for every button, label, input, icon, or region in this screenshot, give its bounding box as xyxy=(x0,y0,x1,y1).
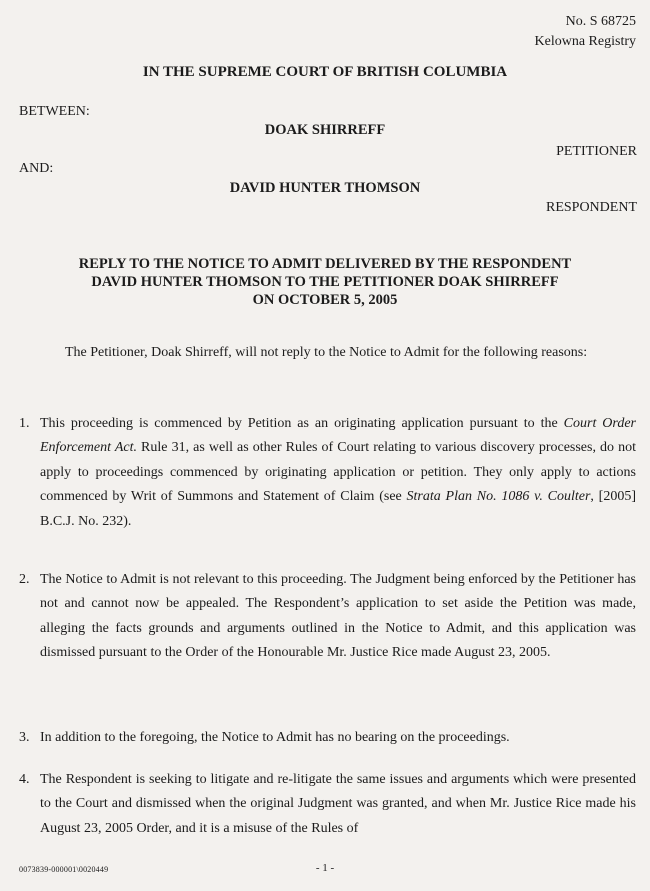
respondent-name: DAVID HUNTER THOMSON xyxy=(229,180,421,196)
paragraph-number: 2. xyxy=(19,572,30,587)
paragraph-number: 3. xyxy=(19,730,30,745)
numbered-paragraph xyxy=(19,768,636,841)
page-number: - 1 - xyxy=(315,862,335,874)
statute-citation: Court Order Enforcement Act. xyxy=(40,416,636,456)
text-run: , [2005] B.C.J. No. 232). xyxy=(40,489,636,529)
document-title-line: REPLY TO THE NOTICE TO ADMIT DELIVERED BY THE RESPONDENT xyxy=(78,256,572,272)
document-title-line: DAVID HUNTER THOMSON TO THE PETITIONER DOAK SHIRREFF xyxy=(91,274,559,290)
paragraph-text: The Respondent is seeking to litigate and re-litigate the same issues and arguments which were presented to the Court and dismissed when the original Judgment was granted, and when Mr. Justice Rice made his August 23, 2005 Order, and it is a misuse of the Rules of xyxy=(40,772,636,836)
registry: Kelowna Registry xyxy=(534,34,636,49)
petitioner-name: DOAK SHIRREFF xyxy=(264,122,386,138)
paragraph-number: 1. xyxy=(19,416,30,431)
file-number: No. S 68725 xyxy=(565,14,636,29)
respondent-role: RESPONDENT xyxy=(545,200,637,215)
text-run: This proceeding is commenced by Petition as an originating application pursuant to the xyxy=(40,416,564,431)
court-title: IN THE SUPREME COURT OF BRITISH COLUMBIA xyxy=(142,64,508,80)
paragraph-number: 4. xyxy=(19,772,30,787)
numbered-paragraph xyxy=(19,412,636,534)
document-title-line: ON OCTOBER 5, 2005 xyxy=(252,292,398,308)
paragraph-text: The Notice to Admit is not relevant to this proceeding. The Judgment being enforced by the Petitioner has not and cannot now be appealed. The Respondent’s application to set aside the Petition was made, alleging the facts grounds and arguments outlined in the Notice to Admit, and this application was dismissed pursuant to the Order of the Honourable Mr. Justice Rice made August 23, 2005. xyxy=(40,572,636,661)
footer-document-code: 0073839-000001\0020449 xyxy=(19,865,109,874)
numbered-paragraph xyxy=(19,726,636,750)
petitioner-role: PETITIONER xyxy=(556,144,637,159)
between-label: BETWEEN: xyxy=(19,104,90,119)
document-title xyxy=(0,255,650,309)
intro-paragraph: The Petitioner, Doak Shirreff, will not reply to the Notice to Admit for the following reasons: xyxy=(65,345,588,360)
case-citation: Strata Plan No. 1086 v. Coulter xyxy=(406,489,591,505)
text-run: Rule 31, as well as other Rules of Court relating to various discovery processes, do not apply to proceedings commenced by originating application or petition. They only apply to actions commenced by Writ of Summons and Statement of Claim (see xyxy=(40,440,636,505)
numbered-paragraph xyxy=(19,568,636,666)
paragraph-text: In addition to the foregoing, the Notice to Admit has no bearing on the proceedings. xyxy=(40,730,510,745)
and-label: AND: xyxy=(19,161,54,176)
paragraph-text xyxy=(40,412,636,534)
file-number-block xyxy=(535,12,636,52)
